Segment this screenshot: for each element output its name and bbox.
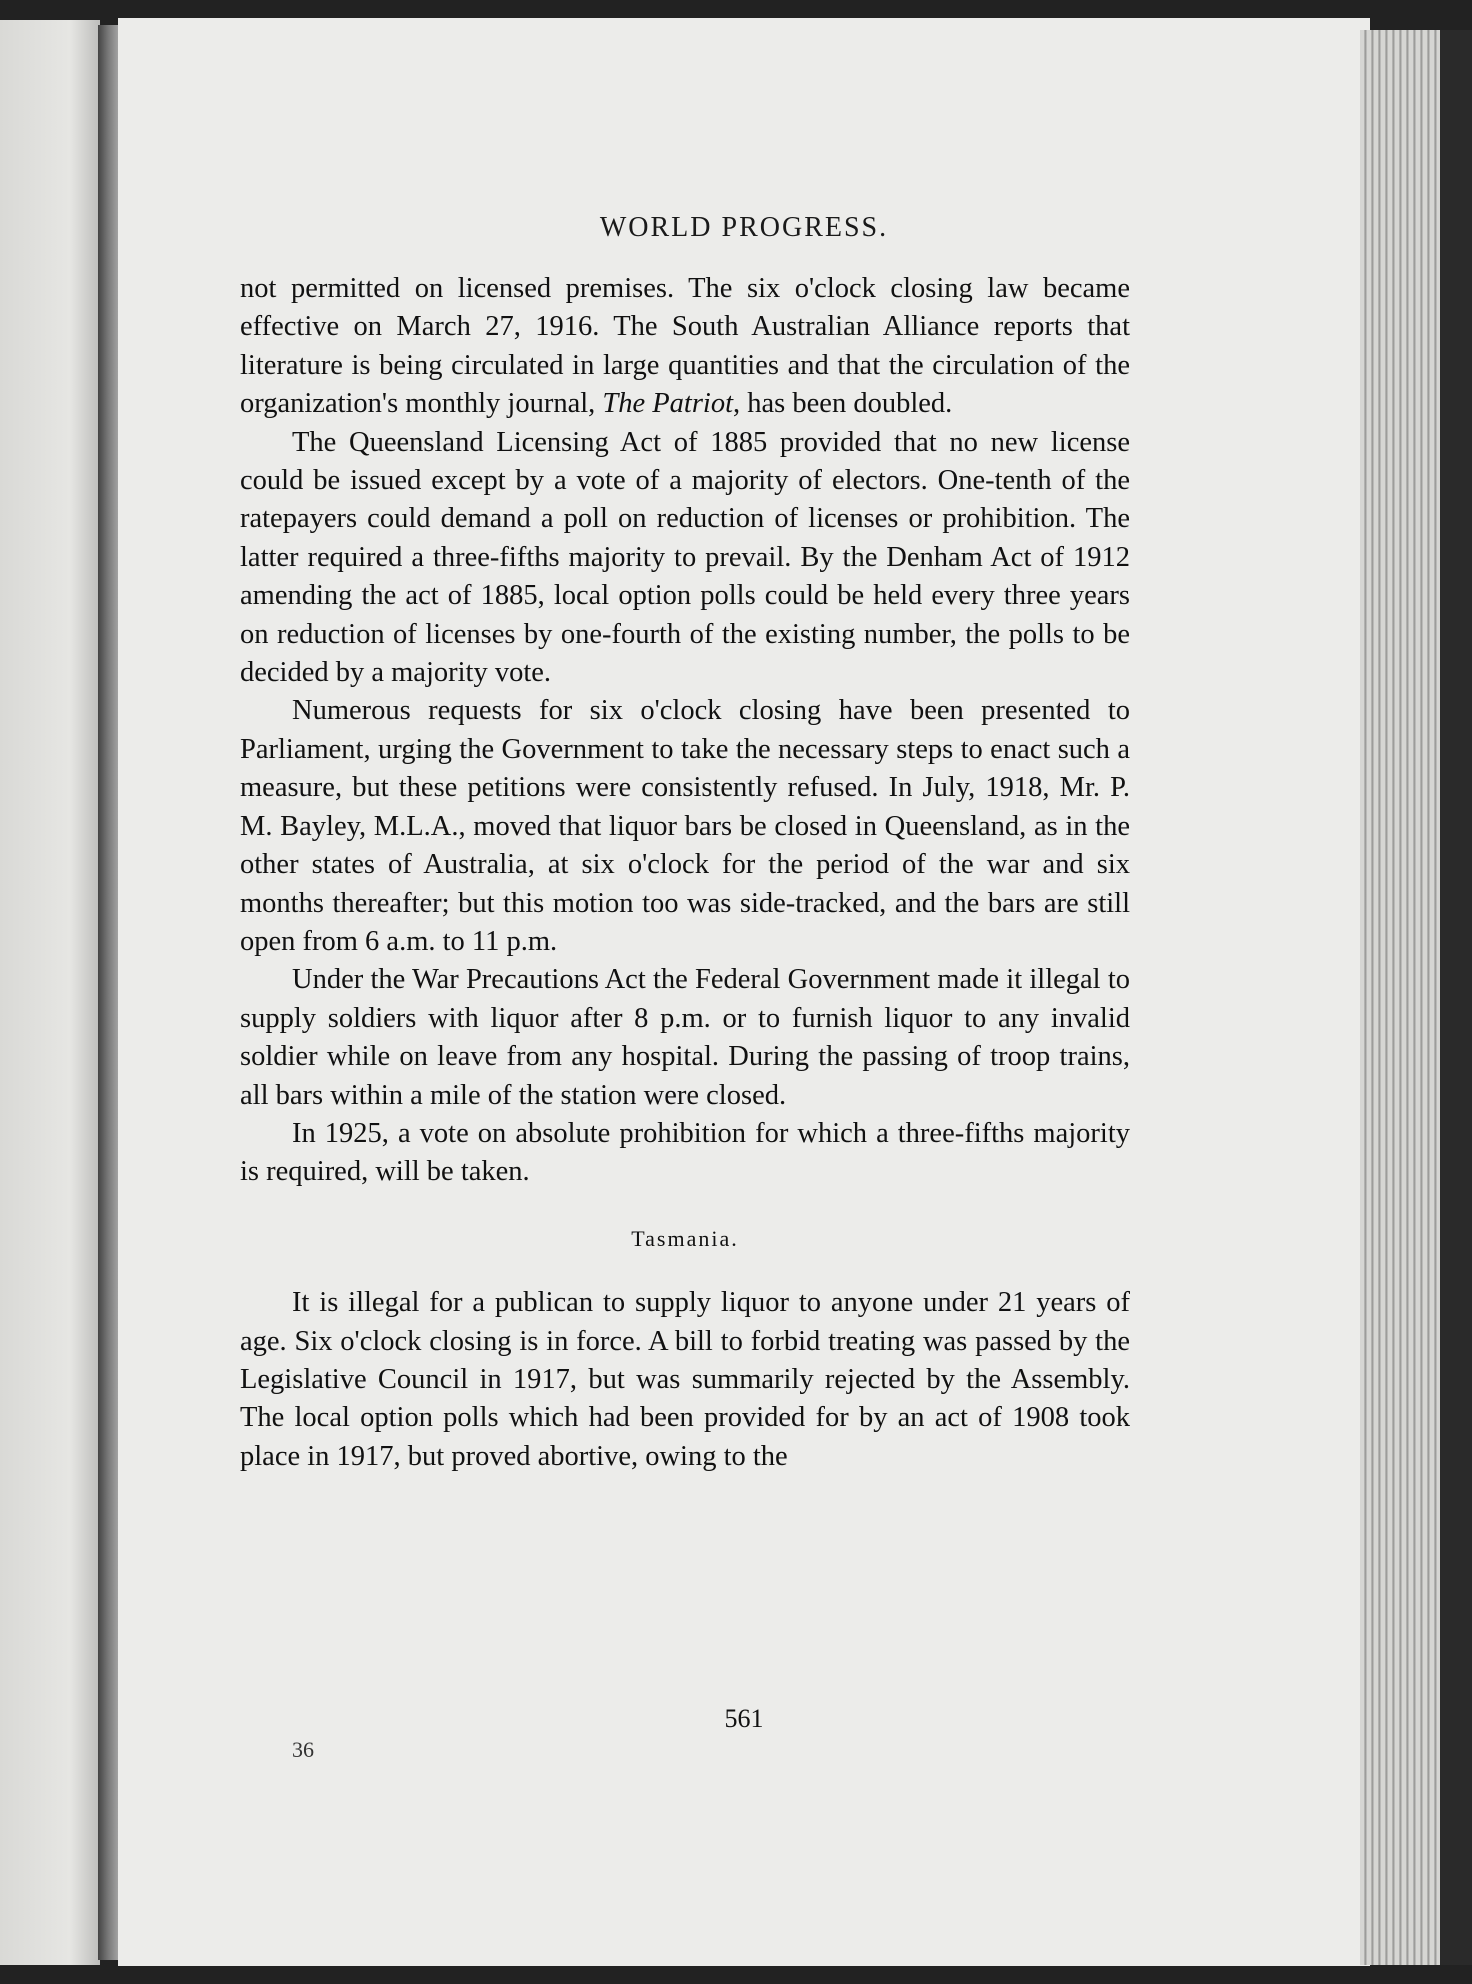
body-text <box>240 270 1130 1476</box>
signature-mark: 36 <box>292 1737 314 1762</box>
facing-page <box>0 20 100 1965</box>
section-heading: Tasmania. <box>631 1225 739 1251</box>
paragraph: Under the War Precautions Act the Federal Government made it illegal to supply soldiers with liquor after 8 p.m. or to furnish liquor to any invalid soldier while on leave from any hospital. During the passing of troop trains, all bars within a mile of the station were closed. <box>240 964 1130 1111</box>
paragraph: The Queensland Licensing Act of 1885 provided that no new license could be issued except by a vote of a majority of electors. One-tenth of the ratepayers could demand a poll on reduction of licenses or prohibition. The latter required a three-fifths majority to prevail. By the Denham Act of 1912 amending the act of 1885, local option polls could be held every three years on reduction of licenses by one-fourth of the existing number, the polls to be decided by a majority vote. <box>240 426 1130 689</box>
book-gutter <box>98 25 120 1960</box>
page-edges-shadow <box>1440 30 1472 1965</box>
paragraph <box>240 270 1130 424</box>
paragraph-text: , has been doubled. <box>733 388 953 420</box>
journal-title: The Patriot <box>602 388 734 420</box>
paragraph: It is illegal for a publican to supply liquor to anyone under 21 years of age. Six o'clock closing is in force. A bill to forbid treating was passed by the Legislative Council in 1917, but was summarily rejected by the Assembly. The local option polls which had been provided for by an act of 1908 took place in 1917, but proved abortive, owing to the <box>240 1287 1130 1472</box>
paragraph-text: not permitted on licensed premises. The six o'clock closing law became effective on March 27, 1916. The South Australian Alliance reports that literature is being circulated in large quantities and that the circulation of the organization's monthly journal, <box>240 273 1130 420</box>
page-number: 561 <box>724 1704 764 1733</box>
paragraph: Numerous requests for six o'clock closing have been presented to Parliament, urging the Government to take the necessary steps to enact such a measure, but these petitions were consistently refused. In July, 1918, Mr. P. M. Bayley, M.L.A., moved that liquor bars be closed in Queensland, as in the other states of Australia, at six o'clock for the period of the war and six months thereafter; but this motion too was side-tracked, and the bars are still open from 6 a.m. to 11 p.m. <box>240 695 1130 957</box>
running-head: WORLD PROGRESS. <box>599 212 889 243</box>
paragraph: In 1925, a vote on absolute prohibition for which a three-fifths majority is required, will be taken. <box>240 1117 1130 1188</box>
